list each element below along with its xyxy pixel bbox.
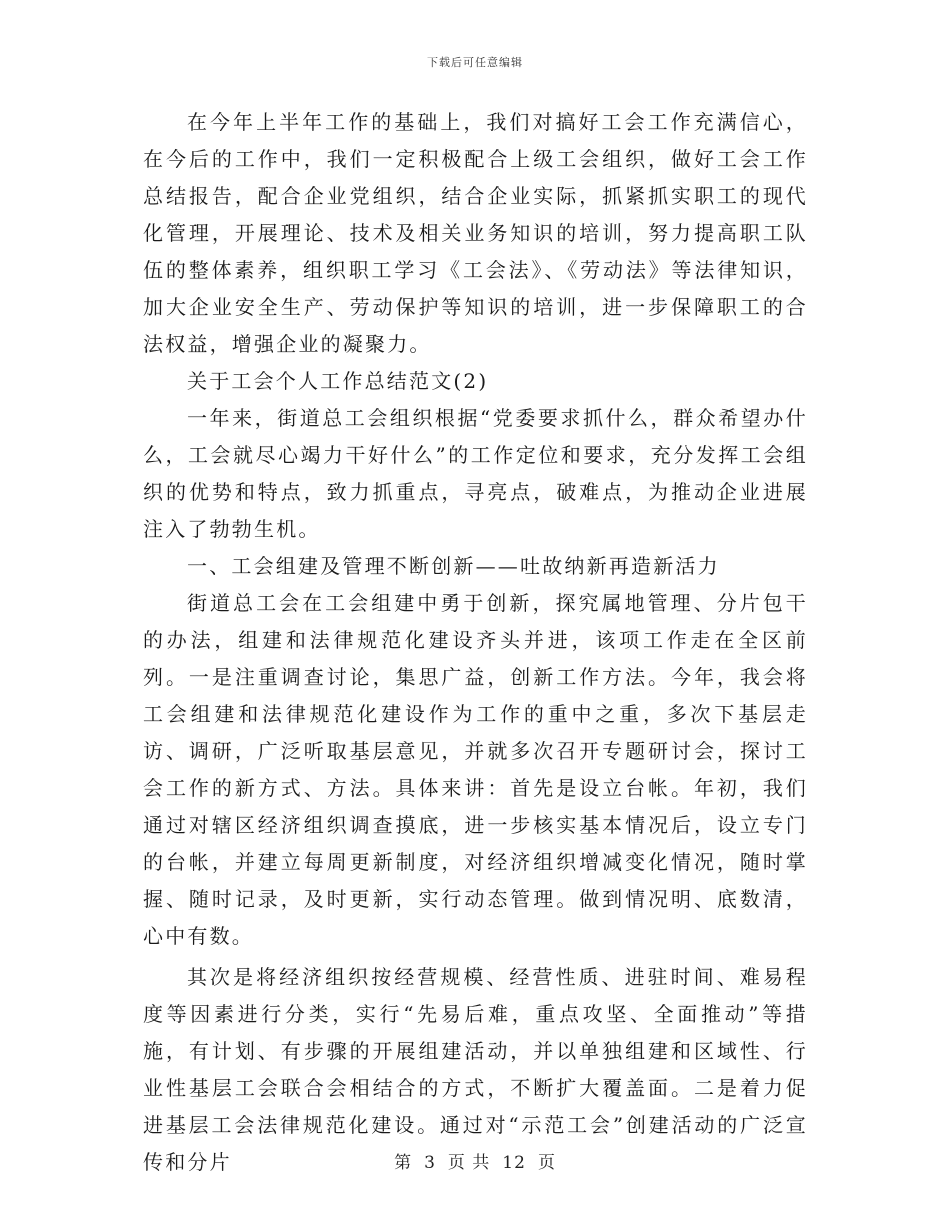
total-pages: 12 <box>502 1153 526 1173</box>
section-title: 关于工会个人工作总结范文(2) <box>187 369 489 393</box>
footer-suffix: 页 <box>537 1153 556 1173</box>
section-heading-1: 一、工会组建及管理不断创新——吐故纳新再造新活力 <box>187 554 720 578</box>
page-number: 3 <box>424 1153 436 1173</box>
paragraph-2: 一年来，街道总工会组织根据“党委要求抓什么，群众希望办什么，工会就尽心竭力干好什么”的工作定位和要求，充分发挥工会组织的优势和特点，致力抓重点，寻亮点，破难点，为推动企业进展注入了勃勃生机。 <box>143 406 808 541</box>
document-body <box>143 104 808 1181</box>
paragraph-4: 其次是将经济组织按经营规模、经营性质、进驻时间、难易程度等因素进行分类，实行“先易后难，重点攻坚、全面推动”等措施，有计划、有步骤的开展组建活动，并以单独组建和区域性、行业性基层工会联合会相结合的方式，不断扩大覆盖面。二是着力促进基层工会法律规范化建设。通过对“示范工会”创建活动的广泛宣传和分片 <box>143 965 808 1174</box>
header-note: 下载后可任意编辑 <box>427 56 523 69</box>
page-footer <box>0 1148 950 1173</box>
footer-prefix: 第 <box>394 1153 413 1173</box>
paragraph-1: 在今年上半年工作的基础上，我们对搞好工会工作充满信心，在今后的工作中，我们一定积极配合上级工会组织，做好工会工作总结报告，配合企业党组织，结合企业实际，抓紧抓实职工的现代化管理，开展理论、技术及相关业务知识的培训，努力提高职工队伍的整体素养，组织职工学习《工会法》、《劳动法》等法律知识，加大企业安全生产、劳动保护等知识的培训，进一步保障职工的合法权益，增强企业的凝聚力。 <box>143 110 808 356</box>
paragraph-3: 街道总工会在工会组建中勇于创新，探究属地管理、分片包干的办法，组建和法律规范化建设齐头并进，该项工作走在全区前列。一是注重调查讨论，集思广益，创新工作方法。今年，我会将工会组建和法律规范化建设作为工作的重中之重，多次下基层走访、调研，广泛听取基层意见，并就多次召开专题研讨会，探讨工会工作的新方式、方法。具体来讲：首先是设立台帐。年初，我们通过对辖区经济组织调查摸底，进一步核实基本情况后，设立专门的台帐，并建立每周更新制度，对经济组织增减变化情况，随时掌握、随时记录，及时更新，实行动态管理。做到情况明、底数清，心中有数。 <box>143 591 808 948</box>
footer-mid: 页 共 <box>447 1153 491 1173</box>
